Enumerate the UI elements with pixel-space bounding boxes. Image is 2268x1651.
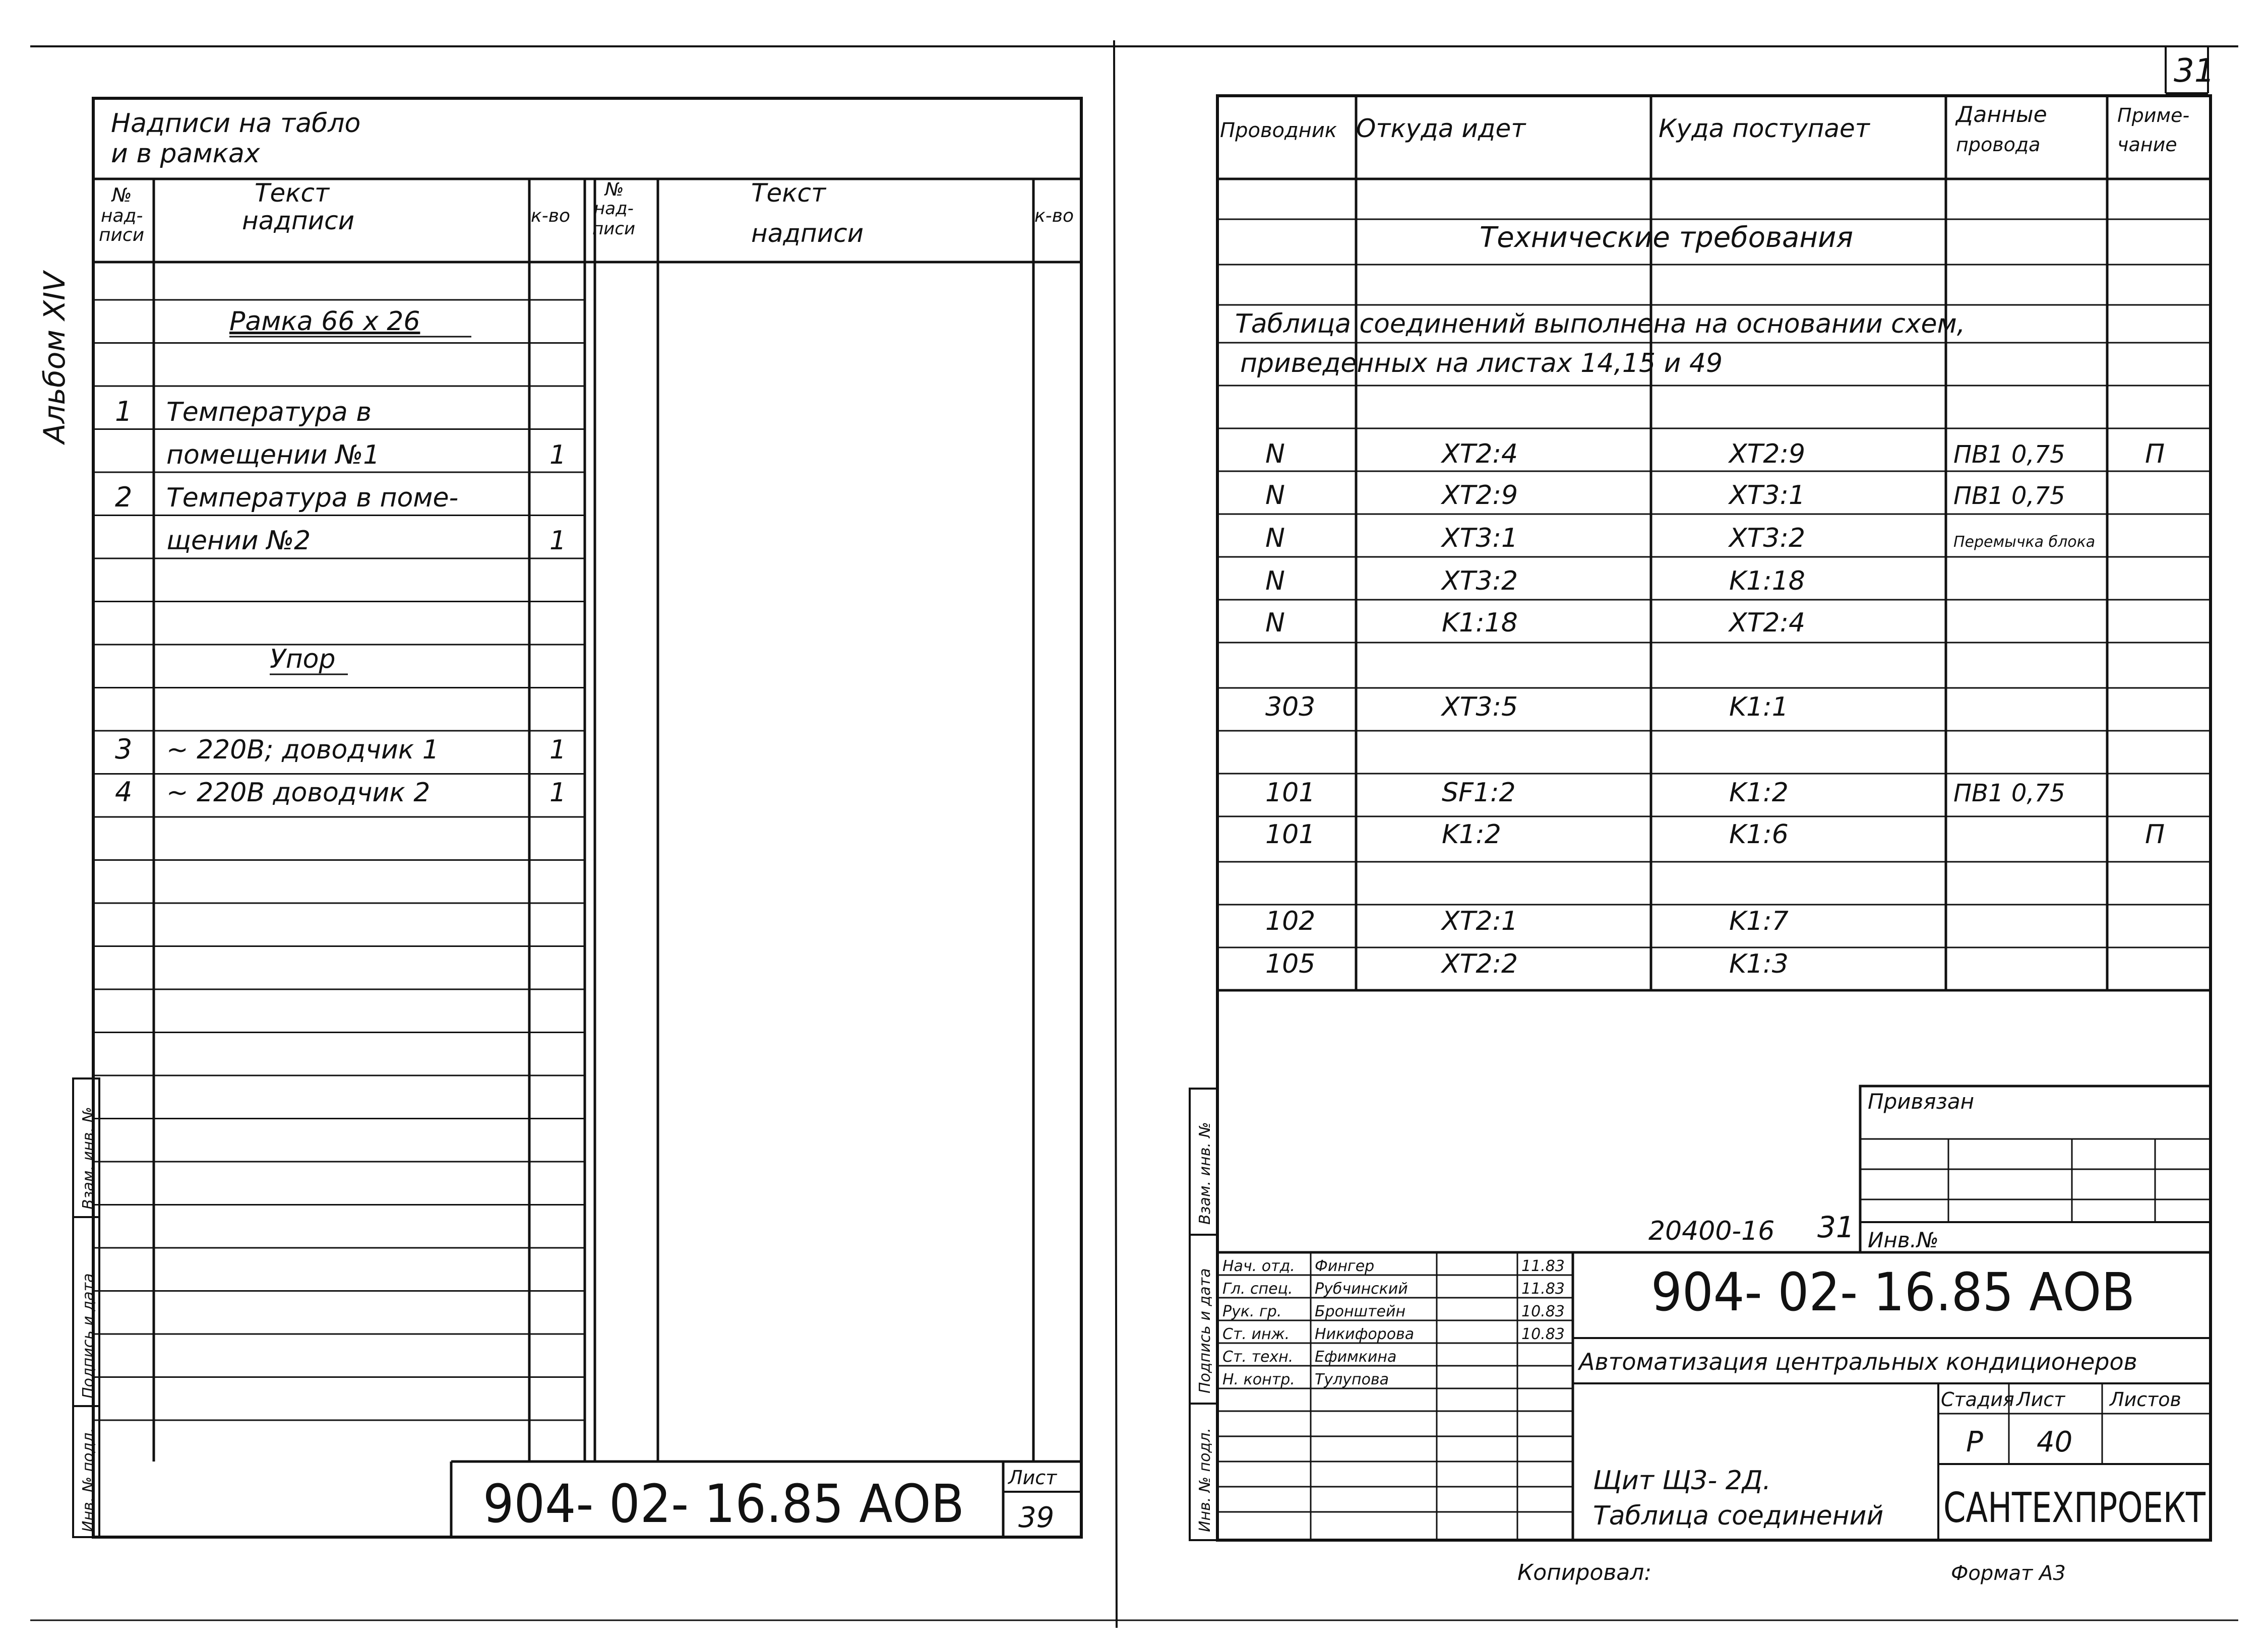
connection-conductor: N: [1265, 480, 1285, 511]
left-sheet-number: 39: [1018, 1501, 1055, 1534]
right-header-note-1: Приме-: [2117, 104, 2190, 126]
right-sheet: [1190, 96, 2211, 1585]
left-sheet: [73, 98, 1081, 1537]
left-header-num-3: писи: [99, 225, 145, 245]
stage-value: Р: [1966, 1426, 1983, 1458]
frame-label: Рамка 66 х 26: [229, 306, 420, 337]
connection-from: XT3:5: [1442, 692, 1518, 722]
tech-title: Технические требования: [1480, 221, 1854, 254]
connection-from: XT2:4: [1442, 439, 1518, 469]
connection-wire: Перемычка блока: [1953, 533, 2096, 551]
left-row-num: 4: [115, 776, 133, 808]
connections-table-rows: [1265, 439, 2165, 979]
connection-wire: ПВ1 0,75: [1953, 779, 2065, 807]
left-row-text: Температура в: [166, 397, 372, 427]
sheet-label: Лист: [2016, 1388, 2065, 1411]
connection-note: П: [2145, 439, 2165, 469]
left-side-stamp: [73, 1078, 99, 1537]
left-header-num2-1: №: [605, 179, 624, 200]
connection-from: SF1:2: [1442, 778, 1516, 808]
left-title-line1: Надписи на табло: [111, 108, 361, 139]
staff-role: Ст. техн.: [1222, 1348, 1294, 1366]
connection-to: XT2:4: [1729, 608, 1806, 638]
connection-from: XT2:9: [1442, 480, 1518, 511]
sheet-number: 40: [2037, 1426, 2073, 1458]
page-number-box: [2166, 46, 2215, 93]
left-row-num: 1: [115, 396, 133, 427]
right-side-label-2: Подпись и дата: [1196, 1268, 1214, 1393]
left-header-num-2: над-: [101, 206, 143, 226]
project-title: Автоматизация центральных кондиционеров: [1579, 1348, 2137, 1375]
order-sheet: 31: [1817, 1210, 1855, 1244]
sheets-label: Листов: [2110, 1388, 2181, 1411]
connection-to: XT3:2: [1729, 523, 1806, 553]
connection-conductor: 105: [1265, 949, 1316, 979]
right-header-wire-1: Данные: [1956, 102, 2047, 128]
left-header-text-1: Текст: [255, 178, 330, 208]
left-row-qty: 1: [549, 778, 567, 808]
staff-name: Бронштейн: [1315, 1303, 1406, 1320]
left-table-grid: [154, 179, 1033, 1462]
title-block: [1217, 1252, 2211, 1540]
staff-table: [1217, 1257, 1573, 1512]
staff-date: 11.83: [1521, 1257, 1565, 1275]
left-header-text2-2: надписи: [751, 219, 864, 248]
left-header-qty2: к-во: [1034, 206, 1074, 226]
staff-name: Фингер: [1315, 1257, 1375, 1275]
left-row-text: ~ 220В доводчик 2: [166, 778, 431, 808]
tech-line-2: приведенных на листах 14,15 и 49: [1240, 348, 1723, 378]
tech-line-1: Таблица соединений выполнена на основании схем,: [1235, 309, 1966, 339]
left-row-text: ~ 220В; доводчик 1: [166, 735, 439, 765]
connection-note: П: [2145, 819, 2165, 850]
order-number: 20400-16: [1648, 1216, 1775, 1246]
organization: САНТЕХПРОЕКТ: [1943, 1484, 2206, 1532]
staff-name: Рубчинский: [1315, 1280, 1408, 1298]
format-label: Формат А3: [1951, 1562, 2066, 1585]
right-header-wire-2: провода: [1956, 134, 2041, 156]
connection-conductor: 101: [1265, 819, 1316, 850]
staff-role: Н. контр.: [1222, 1371, 1295, 1388]
connection-to: K1:7: [1729, 906, 1789, 936]
connection-conductor: 102: [1265, 906, 1316, 936]
linked-block: [1648, 1086, 2211, 1252]
left-side-label-1: Взам. инв. №: [80, 1107, 97, 1210]
left-row-text: Температура в поме-: [166, 483, 459, 513]
connection-to: K1:1: [1729, 692, 1789, 722]
connection-to: K1:18: [1729, 566, 1805, 596]
connection-wire: ПВ1 0,75: [1953, 482, 2065, 510]
connection-from: XT2:2: [1442, 949, 1518, 979]
connection-to: K1:3: [1729, 949, 1789, 979]
sheet-borders: [30, 40, 2238, 1628]
staff-name: Тулупова: [1315, 1371, 1389, 1388]
staff-name: Ефимкина: [1315, 1348, 1397, 1366]
connection-to: XT2:9: [1729, 439, 1806, 469]
left-side-label-3: Инв. № подл.: [80, 1428, 97, 1532]
right-header-conductor: Проводник: [1220, 119, 1337, 142]
connection-from: XT3:1: [1442, 523, 1518, 553]
staff-role: Рук. гр.: [1222, 1303, 1282, 1320]
right-side-label-3: Инв. № подл.: [1196, 1428, 1214, 1532]
left-header-text-2: надписи: [242, 206, 355, 235]
staff-role: Нач. отд.: [1222, 1257, 1295, 1275]
connection-to: K1:2: [1729, 778, 1789, 808]
left-row-text: щении №2: [166, 526, 311, 556]
connection-conductor: N: [1265, 566, 1285, 596]
left-header-num-1: №: [112, 184, 132, 206]
right-side-label-1: Взам. инв. №: [1196, 1122, 1214, 1225]
left-sheet-label: Лист: [1008, 1467, 1057, 1489]
connection-wire: ПВ1 0,75: [1953, 440, 2065, 469]
left-row-num: 3: [115, 733, 133, 765]
left-row-qty: 1: [549, 735, 567, 765]
left-stamp-code: 904- 02- 16.85 АОВ: [483, 1473, 964, 1535]
right-stamp-code: 904- 02- 16.85 АОВ: [1651, 1261, 2135, 1323]
album-label: Альбом XIV: [37, 272, 72, 443]
connection-from: K1:18: [1442, 608, 1518, 638]
connection-conductor: 101: [1265, 778, 1316, 808]
left-row-num: 2: [115, 481, 133, 513]
drawing-title-1: Щит Щ3- 2Д.: [1593, 1466, 1771, 1496]
left-header-qty: к-во: [531, 206, 570, 226]
connection-conductor: N: [1265, 439, 1285, 469]
staff-date: 11.83: [1521, 1280, 1565, 1298]
left-header-text2-1: Текст: [751, 178, 826, 208]
connection-conductor: N: [1265, 608, 1285, 638]
left-side-label-2: Подпись и дата: [80, 1273, 97, 1399]
staff-date: 10.83: [1521, 1303, 1565, 1320]
connection-from: XT2:1: [1442, 906, 1518, 936]
right-header-from: Откуда идет: [1356, 114, 1526, 143]
connection-from: K1:2: [1442, 819, 1501, 850]
right-header-note-2: чание: [2117, 134, 2177, 156]
connection-conductor: 303: [1265, 692, 1316, 722]
left-title-line2: и в рамках: [111, 139, 260, 169]
staff-role: Ст. инж.: [1222, 1325, 1290, 1343]
stop-label: Упор: [270, 644, 336, 674]
right-side-stamp: [1190, 1089, 1217, 1540]
left-header-num2-3: писи: [592, 219, 636, 239]
left-row-qty: 1: [549, 526, 567, 556]
left-bottom-stamp: [451, 1462, 1081, 1537]
connection-from: XT3:2: [1442, 566, 1518, 596]
left-row-text: помещении №1: [166, 440, 380, 470]
connection-to: K1:6: [1729, 819, 1789, 850]
stage-label: Стадия: [1941, 1388, 2014, 1411]
linked-label: Привязан: [1868, 1089, 1975, 1114]
right-header-to: Куда поступает: [1659, 114, 1870, 143]
drawing-title-2: Таблица соединений: [1593, 1501, 1884, 1531]
staff-date: 10.83: [1521, 1325, 1565, 1343]
connection-conductor: N: [1265, 523, 1285, 553]
staff-role: Гл. спец.: [1222, 1280, 1293, 1298]
left-row-qty: 1: [549, 440, 567, 470]
connection-to: XT3:1: [1729, 480, 1806, 511]
staff-name: Никифорова: [1315, 1325, 1415, 1343]
inv-label: Инв.№: [1868, 1228, 1939, 1252]
copied-label: Копировал:: [1517, 1560, 1652, 1585]
page-number: 31: [2174, 52, 2215, 90]
left-header-num2-2: над-: [594, 199, 634, 219]
